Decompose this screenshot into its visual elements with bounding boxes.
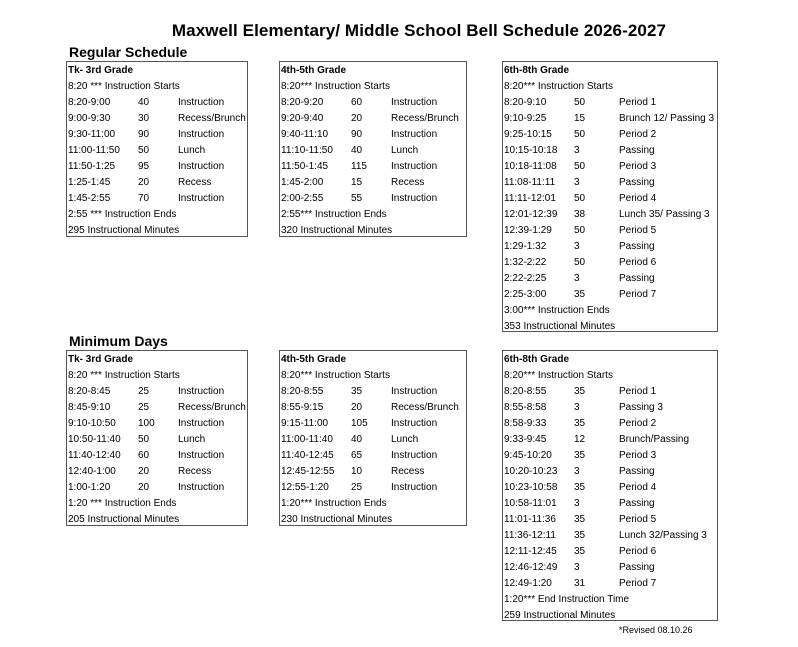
time-cell: 12:55-1:20 (281, 482, 329, 493)
table-row (503, 239, 717, 255)
activity-cell: Lunch (178, 434, 206, 445)
activity-cell: Instruction (391, 450, 438, 461)
minutes-cell: 20 (351, 402, 363, 413)
time-cell: 12:49-1:20 (504, 578, 552, 589)
table-row (67, 368, 247, 384)
time-cell: 8:20-9:00 (68, 97, 111, 108)
grade-label: 6th-8th Grade (504, 65, 570, 76)
minutes-cell: 40 (351, 145, 363, 156)
time-cell: 11:40-12:45 (281, 450, 334, 461)
time-cell: 230 Instructional Minutes (281, 514, 393, 525)
minutes-cell: 15 (351, 177, 363, 188)
grade-label: Tk- 3rd Grade (68, 65, 134, 76)
regular-tk3-table (66, 61, 248, 237)
time-cell: 2:25-3:00 (504, 289, 547, 300)
time-cell: 9:25-10:15 (504, 129, 552, 140)
time-cell: 12:46-12:49 (504, 562, 558, 573)
minutes-cell: 20 (138, 466, 150, 477)
time-cell: 1:29-1:32 (504, 241, 547, 252)
minutes-cell: 35 (574, 450, 586, 461)
time-cell: 295 Instructional Minutes (68, 225, 180, 236)
activity-cell: Recess/Brunch (391, 113, 459, 124)
table-row (503, 592, 717, 608)
regular-g68-table (502, 61, 718, 332)
minutes-cell: 3 (574, 562, 580, 573)
table-row (280, 512, 466, 528)
time-cell: 9:00-9:30 (68, 113, 111, 124)
table-row (280, 143, 466, 159)
table-row (503, 448, 717, 464)
table-row (503, 464, 717, 480)
table-row (503, 368, 717, 384)
minutes-cell: 20 (351, 113, 363, 124)
activity-cell: Period 7 (619, 578, 657, 589)
activity-cell: Period 2 (619, 129, 657, 140)
table-row (503, 608, 717, 624)
minutes-cell: 3 (574, 241, 580, 252)
table-row (67, 159, 247, 175)
table-row (503, 303, 717, 319)
table-row (503, 191, 717, 207)
minutes-cell: 100 (138, 418, 155, 429)
minutes-cell: 20 (138, 177, 150, 188)
time-cell: 11:50-1:25 (68, 161, 116, 172)
minutes-cell: 38 (574, 209, 586, 220)
activity-cell: Instruction (391, 193, 438, 204)
minutes-cell: 35 (574, 289, 586, 300)
table-row (503, 79, 717, 95)
minutes-cell: 35 (351, 386, 363, 397)
activity-cell: Period 4 (619, 193, 657, 204)
time-cell: 11:10-11:50 (281, 145, 333, 156)
time-cell: 8:20-8:55 (281, 386, 324, 397)
activity-cell: Brunch 12/ Passing 3 (619, 113, 715, 124)
table-row (503, 287, 717, 303)
minimum-tk3-table (66, 350, 248, 526)
activity-cell: Passing 3 (619, 402, 663, 413)
activity-cell: Instruction (178, 129, 225, 140)
table-row (67, 480, 247, 496)
table-row (503, 544, 717, 560)
table-row (503, 111, 717, 127)
table-row (280, 432, 466, 448)
table-row (280, 127, 466, 143)
minutes-cell: 90 (138, 129, 150, 140)
table-header (503, 352, 717, 368)
activity-cell: Instruction (391, 97, 438, 108)
time-cell: 205 Instructional Minutes (68, 514, 180, 525)
time-cell: 11:00-11:40 (281, 434, 333, 445)
grade-label: 6th-8th Grade (504, 354, 570, 365)
activity-cell: Lunch (178, 145, 206, 156)
minutes-cell: 65 (351, 450, 363, 461)
minutes-cell: 35 (574, 386, 586, 397)
time-cell: 8:55-9:15 (281, 402, 324, 413)
table-row (67, 223, 247, 239)
minutes-cell: 50 (574, 97, 586, 108)
activity-cell: Period 7 (619, 289, 657, 300)
table-row (67, 416, 247, 432)
table-row (280, 191, 466, 207)
time-cell: 1:20 *** Instruction Ends (68, 498, 177, 509)
table-row (503, 432, 717, 448)
time-cell: 10:15-10:18 (504, 145, 558, 156)
time-cell: 9:45-10:20 (504, 450, 552, 461)
time-cell: 8:20-9:20 (281, 97, 324, 108)
table-row (280, 207, 466, 223)
activity-cell: Lunch 35/ Passing 3 (619, 209, 710, 220)
activity-cell: Lunch 32/Passing 3 (619, 530, 707, 541)
time-cell: 1:45-2:55 (68, 193, 111, 204)
table-row (280, 464, 466, 480)
table-row (280, 384, 466, 400)
time-cell: 353 Instructional Minutes (504, 321, 616, 332)
time-cell: 10:58-11:01 (504, 498, 557, 509)
table-row (280, 95, 466, 111)
time-cell: 8:20 *** Instruction Starts (68, 81, 180, 92)
time-cell: 8:20*** Instruction Starts (281, 370, 390, 381)
table-row (280, 368, 466, 384)
minimum-g45-table (279, 350, 467, 526)
time-cell: 2:00-2:55 (281, 193, 324, 204)
table-header (67, 63, 247, 79)
table-row (67, 191, 247, 207)
time-cell: 1:20*** Instruction Ends (281, 498, 387, 509)
minutes-cell: 40 (351, 434, 363, 445)
table-row (503, 207, 717, 223)
time-cell: 8:55-8:58 (504, 402, 547, 413)
table-row (503, 512, 717, 528)
grade-label: 4th-5th Grade (281, 354, 347, 365)
minimum-days-heading: Minimum Days (69, 333, 168, 349)
time-cell: 8:20*** Instruction Starts (281, 81, 390, 92)
table-row (280, 79, 466, 95)
table-row (280, 159, 466, 175)
time-cell: 2:22-2:25 (504, 273, 547, 284)
activity-cell: Period 1 (619, 386, 657, 397)
table-row (280, 400, 466, 416)
time-cell: 12:01-12:39 (504, 209, 558, 220)
time-cell: 11:40-12:40 (68, 450, 121, 461)
time-cell: 8:20-9:10 (504, 97, 547, 108)
minutes-cell: 15 (574, 113, 586, 124)
table-row (67, 95, 247, 111)
time-cell: 10:23-10:58 (504, 482, 558, 493)
table-row (67, 384, 247, 400)
activity-cell: Period 6 (619, 257, 657, 268)
time-cell: 1:20*** End Instruction Time (504, 594, 630, 605)
activity-cell: Recess/Brunch (178, 113, 246, 124)
time-cell: 8:20-8:45 (68, 386, 111, 397)
minutes-cell: 35 (574, 418, 586, 429)
activity-cell: Passing (619, 241, 655, 252)
time-cell: 9:10-10:50 (68, 418, 116, 429)
table-row (503, 528, 717, 544)
minutes-cell: 40 (138, 97, 150, 108)
time-cell: 8:58-9:33 (504, 418, 547, 429)
minutes-cell: 35 (574, 482, 586, 493)
time-cell: 11:50-1:45 (281, 161, 329, 172)
table-row (67, 143, 247, 159)
time-cell: 320 Instructional Minutes (281, 225, 393, 236)
minutes-cell: 90 (351, 129, 363, 140)
activity-cell: Lunch (391, 145, 419, 156)
time-cell: 11:00-11:50 (68, 145, 120, 156)
minutes-cell: 105 (351, 418, 368, 429)
time-cell: 9:40-11:10 (281, 129, 329, 140)
activity-cell: Period 4 (619, 482, 657, 493)
minutes-cell: 3 (574, 177, 580, 188)
table-row (280, 480, 466, 496)
activity-cell: Period 2 (619, 418, 657, 429)
time-cell: 8:45-9:10 (68, 402, 111, 413)
table-row (67, 400, 247, 416)
minutes-cell: 25 (138, 402, 150, 413)
table-row (67, 111, 247, 127)
activity-cell: Period 5 (619, 225, 657, 236)
time-cell: 9:33-9:45 (504, 434, 547, 445)
table-header (503, 63, 717, 79)
activity-cell: Brunch/Passing (619, 434, 690, 445)
activity-cell: Lunch (391, 434, 419, 445)
time-cell: 2:55*** Instruction Ends (281, 209, 387, 220)
time-cell: 12:39-1:29 (504, 225, 552, 236)
activity-cell: Passing (619, 466, 655, 477)
minutes-cell: 10 (351, 466, 363, 477)
regular-schedule-heading: Regular Schedule (69, 44, 188, 60)
time-cell: 9:15-11:00 (281, 418, 329, 429)
table-row (280, 223, 466, 239)
table-row (503, 223, 717, 239)
page-title: Maxwell Elementary/ Middle School Bell Schedule 2026-2027 (171, 21, 667, 40)
table-row (503, 95, 717, 111)
time-cell: 9:10-9:25 (504, 113, 547, 124)
grade-label: Tk- 3rd Grade (68, 354, 134, 365)
minutes-cell: 95 (138, 161, 150, 172)
activity-cell: Passing (619, 498, 655, 509)
minutes-cell: 35 (574, 546, 586, 557)
minutes-cell: 3 (574, 466, 580, 477)
activity-cell: Recess/Brunch (178, 402, 246, 413)
table-row (280, 496, 466, 512)
activity-cell: Instruction (391, 418, 438, 429)
table-row (280, 175, 466, 191)
table-row (503, 416, 717, 432)
time-cell: 11:11-12:01 (504, 193, 556, 204)
grade-label: 4th-5th Grade (281, 65, 347, 76)
minutes-cell: 25 (138, 386, 150, 397)
minutes-cell: 20 (138, 482, 150, 493)
activity-cell: Instruction (178, 193, 225, 204)
table-row (503, 400, 717, 416)
table-row (503, 560, 717, 576)
time-cell: 10:20-10:23 (504, 466, 558, 477)
minutes-cell: 60 (351, 97, 363, 108)
time-cell: 9:30-11:00 (68, 129, 116, 140)
table-row (67, 79, 247, 95)
time-cell: 1:00-1:20 (68, 482, 111, 493)
time-cell: 8:20*** Instruction Starts (504, 81, 613, 92)
minutes-cell: 35 (574, 530, 586, 541)
minutes-cell: 25 (351, 482, 363, 493)
table-row (67, 496, 247, 512)
table-row (280, 416, 466, 432)
minutes-cell: 3 (574, 402, 580, 413)
table-row (67, 127, 247, 143)
time-cell: 10:18-11:08 (504, 161, 557, 172)
time-cell: 2:55 *** Instruction Ends (68, 209, 177, 220)
time-cell: 12:40-1:00 (68, 466, 116, 477)
activity-cell: Recess (178, 466, 212, 477)
minutes-cell: 55 (351, 193, 363, 204)
time-cell: 8:20*** Instruction Starts (504, 370, 613, 381)
time-cell: 12:11-12:45 (504, 546, 557, 557)
activity-cell: Period 1 (619, 97, 657, 108)
activity-cell: Passing (619, 562, 655, 573)
minutes-cell: 3 (574, 145, 580, 156)
table-row (503, 159, 717, 175)
time-cell: 259 Instructional Minutes (504, 610, 616, 621)
table-header (280, 63, 466, 79)
table-row (503, 384, 717, 400)
minutes-cell: 50 (574, 257, 586, 268)
activity-cell: Instruction (178, 97, 225, 108)
minutes-cell: 35 (574, 514, 586, 525)
activity-cell: Instruction (178, 450, 225, 461)
activity-cell: Instruction (178, 482, 225, 493)
time-cell: 12:45-12:55 (281, 466, 335, 477)
time-cell: 1:45-2:00 (281, 177, 324, 188)
activity-cell: Instruction (178, 418, 225, 429)
table-row (503, 255, 717, 271)
activity-cell: Recess/Brunch (391, 402, 459, 413)
table-header (67, 352, 247, 368)
minutes-cell: 60 (138, 450, 150, 461)
activity-cell: Passing (619, 273, 655, 284)
table-row (503, 271, 717, 287)
table-row (67, 448, 247, 464)
minimum-g68-table (502, 350, 718, 621)
minutes-cell: 50 (574, 161, 586, 172)
table-row (67, 207, 247, 223)
minutes-cell: 12 (574, 434, 586, 445)
minutes-cell: 31 (574, 578, 586, 589)
activity-cell: Passing (619, 145, 655, 156)
table-row (503, 576, 717, 592)
table-row (503, 143, 717, 159)
minutes-cell: 50 (574, 193, 586, 204)
minutes-cell: 50 (574, 129, 586, 140)
table-row (67, 512, 247, 528)
time-cell: 1:32-2:22 (504, 257, 547, 268)
minutes-cell: 3 (574, 498, 580, 509)
time-cell: 8:20 *** Instruction Starts (68, 370, 180, 381)
table-row (280, 448, 466, 464)
table-row (503, 496, 717, 512)
table-row (503, 319, 717, 335)
revised-note: *Revised 08.10.26 (619, 625, 693, 635)
activity-cell: Recess (391, 466, 425, 477)
activity-cell: Recess (178, 177, 212, 188)
table-row (67, 432, 247, 448)
activity-cell: Instruction (391, 129, 438, 140)
minutes-cell: 50 (138, 145, 150, 156)
minutes-cell: 50 (574, 225, 586, 236)
table-row (503, 127, 717, 143)
table-row (503, 175, 717, 191)
activity-cell: Instruction (178, 386, 225, 397)
activity-cell: Instruction (391, 161, 438, 172)
table-row (67, 175, 247, 191)
time-cell: 1:25-1:45 (68, 177, 111, 188)
time-cell: 11:36-12:11 (504, 530, 556, 541)
time-cell: 10:50-11:40 (68, 434, 121, 445)
activity-cell: Instruction (391, 386, 438, 397)
activity-cell: Period 3 (619, 450, 657, 461)
minutes-cell: 70 (138, 193, 150, 204)
minutes-cell: 30 (138, 113, 150, 124)
activity-cell: Period 3 (619, 161, 657, 172)
time-cell: 11:08-11:11 (504, 177, 556, 188)
activity-cell: Instruction (178, 161, 225, 172)
time-cell: 9:20-9:40 (281, 113, 324, 124)
activity-cell: Recess (391, 177, 425, 188)
table-row (67, 464, 247, 480)
minutes-cell: 3 (574, 273, 580, 284)
time-cell: 8:20-8:55 (504, 386, 547, 397)
table-row (280, 111, 466, 127)
minutes-cell: 115 (351, 161, 367, 172)
activity-cell: Instruction (391, 482, 438, 493)
regular-g45-table (279, 61, 467, 237)
activity-cell: Period 5 (619, 514, 657, 525)
table-row (503, 480, 717, 496)
activity-cell: Passing (619, 177, 655, 188)
time-cell: 11:01-11:36 (504, 514, 556, 525)
time-cell: 3:00*** Instruction Ends (504, 305, 610, 316)
minutes-cell: 50 (138, 434, 150, 445)
activity-cell: Period 6 (619, 546, 657, 557)
table-header (280, 352, 466, 368)
